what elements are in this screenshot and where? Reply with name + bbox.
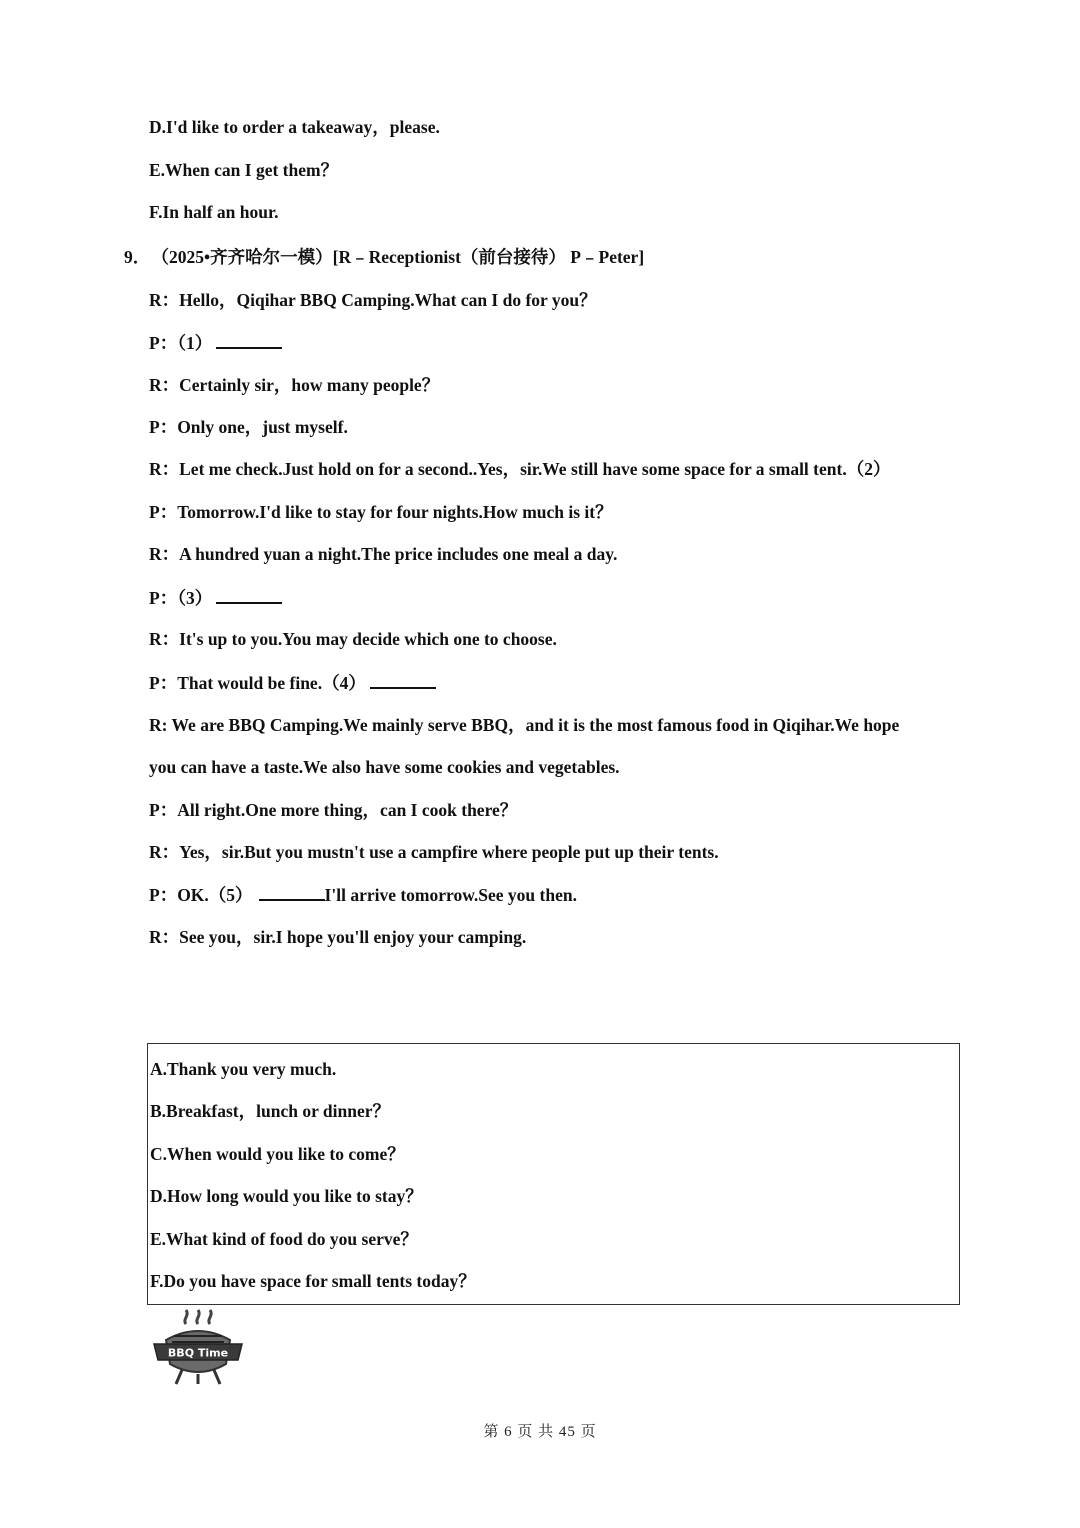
dialogue-line-3: R：Certainly sir，how many people？: [149, 375, 440, 395]
dialogue-line-11b: you can have a taste.We also have some cookies and vegetables.: [149, 757, 620, 777]
dialogue-line-14-end: I'll arrive tomorrow.See you then.: [324, 885, 577, 905]
bbq-time-logo: [152, 1308, 244, 1386]
dialogue-line-5: R：Let me check.Just hold on for a second..Yes，sir.We still have some space for a small tent.（2）: [149, 459, 891, 479]
dialogue-line-2: [149, 331, 282, 354]
dialogue-line-7: R：A hundred yuan a night.The price includes one meal a day.: [149, 544, 618, 564]
question-header: [124, 246, 644, 268]
dialogue-line-10: [149, 671, 436, 694]
dialogue-line-10-text: P：That would be fine.（4）: [149, 673, 366, 693]
prev-option-e: E.When can I get them？: [149, 160, 339, 180]
dialogue-line-4: P：Only one，just myself.: [149, 417, 348, 437]
dialogue-line-2-text: P：（1）: [149, 333, 213, 353]
logo-text: BBQ Time: [167, 1346, 229, 1360]
answer-blank-5[interactable]: [259, 883, 325, 901]
prev-option-f: F.In half an hour.: [149, 202, 279, 222]
option-e: E.What kind of food do you serve？: [150, 1229, 418, 1249]
option-d: D.How long would you like to stay？: [150, 1186, 423, 1206]
page-footer: 第 6 页 共 45 页: [483, 1424, 597, 1440]
option-b: B.Breakfast，lunch or dinner？: [150, 1101, 391, 1121]
dialogue-line-8-text: P：（3）: [149, 588, 213, 608]
dialogue-line-12: P：All right.One more thing，can I cook there？: [149, 800, 518, 820]
option-c: C.When would you like to come？: [150, 1144, 405, 1164]
option-a: A.Thank you very much.: [150, 1059, 337, 1079]
option-f: F.Do you have space for small tents today？: [150, 1271, 476, 1291]
dialogue-line-6: P：Tomorrow.I'd like to stay for four nights.How much is it？: [149, 502, 613, 522]
options-box: [147, 1043, 960, 1305]
dialogue-line-15: R：See you，sir.I hope you'll enjoy your camping.: [149, 927, 527, 947]
dialogue-line-11a: R: We are BBQ Camping.We mainly serve BBQ，and it is the most famous food in Qiqihar.We hope: [149, 715, 900, 735]
dialogue-line-8: [149, 586, 282, 609]
dialogue-line-14: [149, 883, 577, 906]
answer-blank-4[interactable]: [370, 671, 436, 689]
dialogue-line-14-start: P：OK.（5）: [149, 885, 253, 905]
dialogue-line-1: R：Hello，Qiqihar BBQ Camping.What can I do for you？: [149, 290, 597, 310]
dialogue-line-9: R：It's up to you.You may decide which one to choose.: [149, 629, 557, 649]
dialogue-line-13: R：Yes，sir.But you mustn't use a campfire where people put up their tents.: [149, 842, 719, 862]
answer-blank-1[interactable]: [216, 331, 282, 349]
prev-option-d: D.I'd like to order a takeaway，please.: [149, 117, 440, 137]
question-number: 9．: [124, 247, 151, 267]
question-source: （2025•齐齐哈尔一模）[R﹣Receptionist（前台接待） P﹣Peter]: [160, 247, 645, 267]
answer-blank-3[interactable]: [216, 586, 282, 604]
